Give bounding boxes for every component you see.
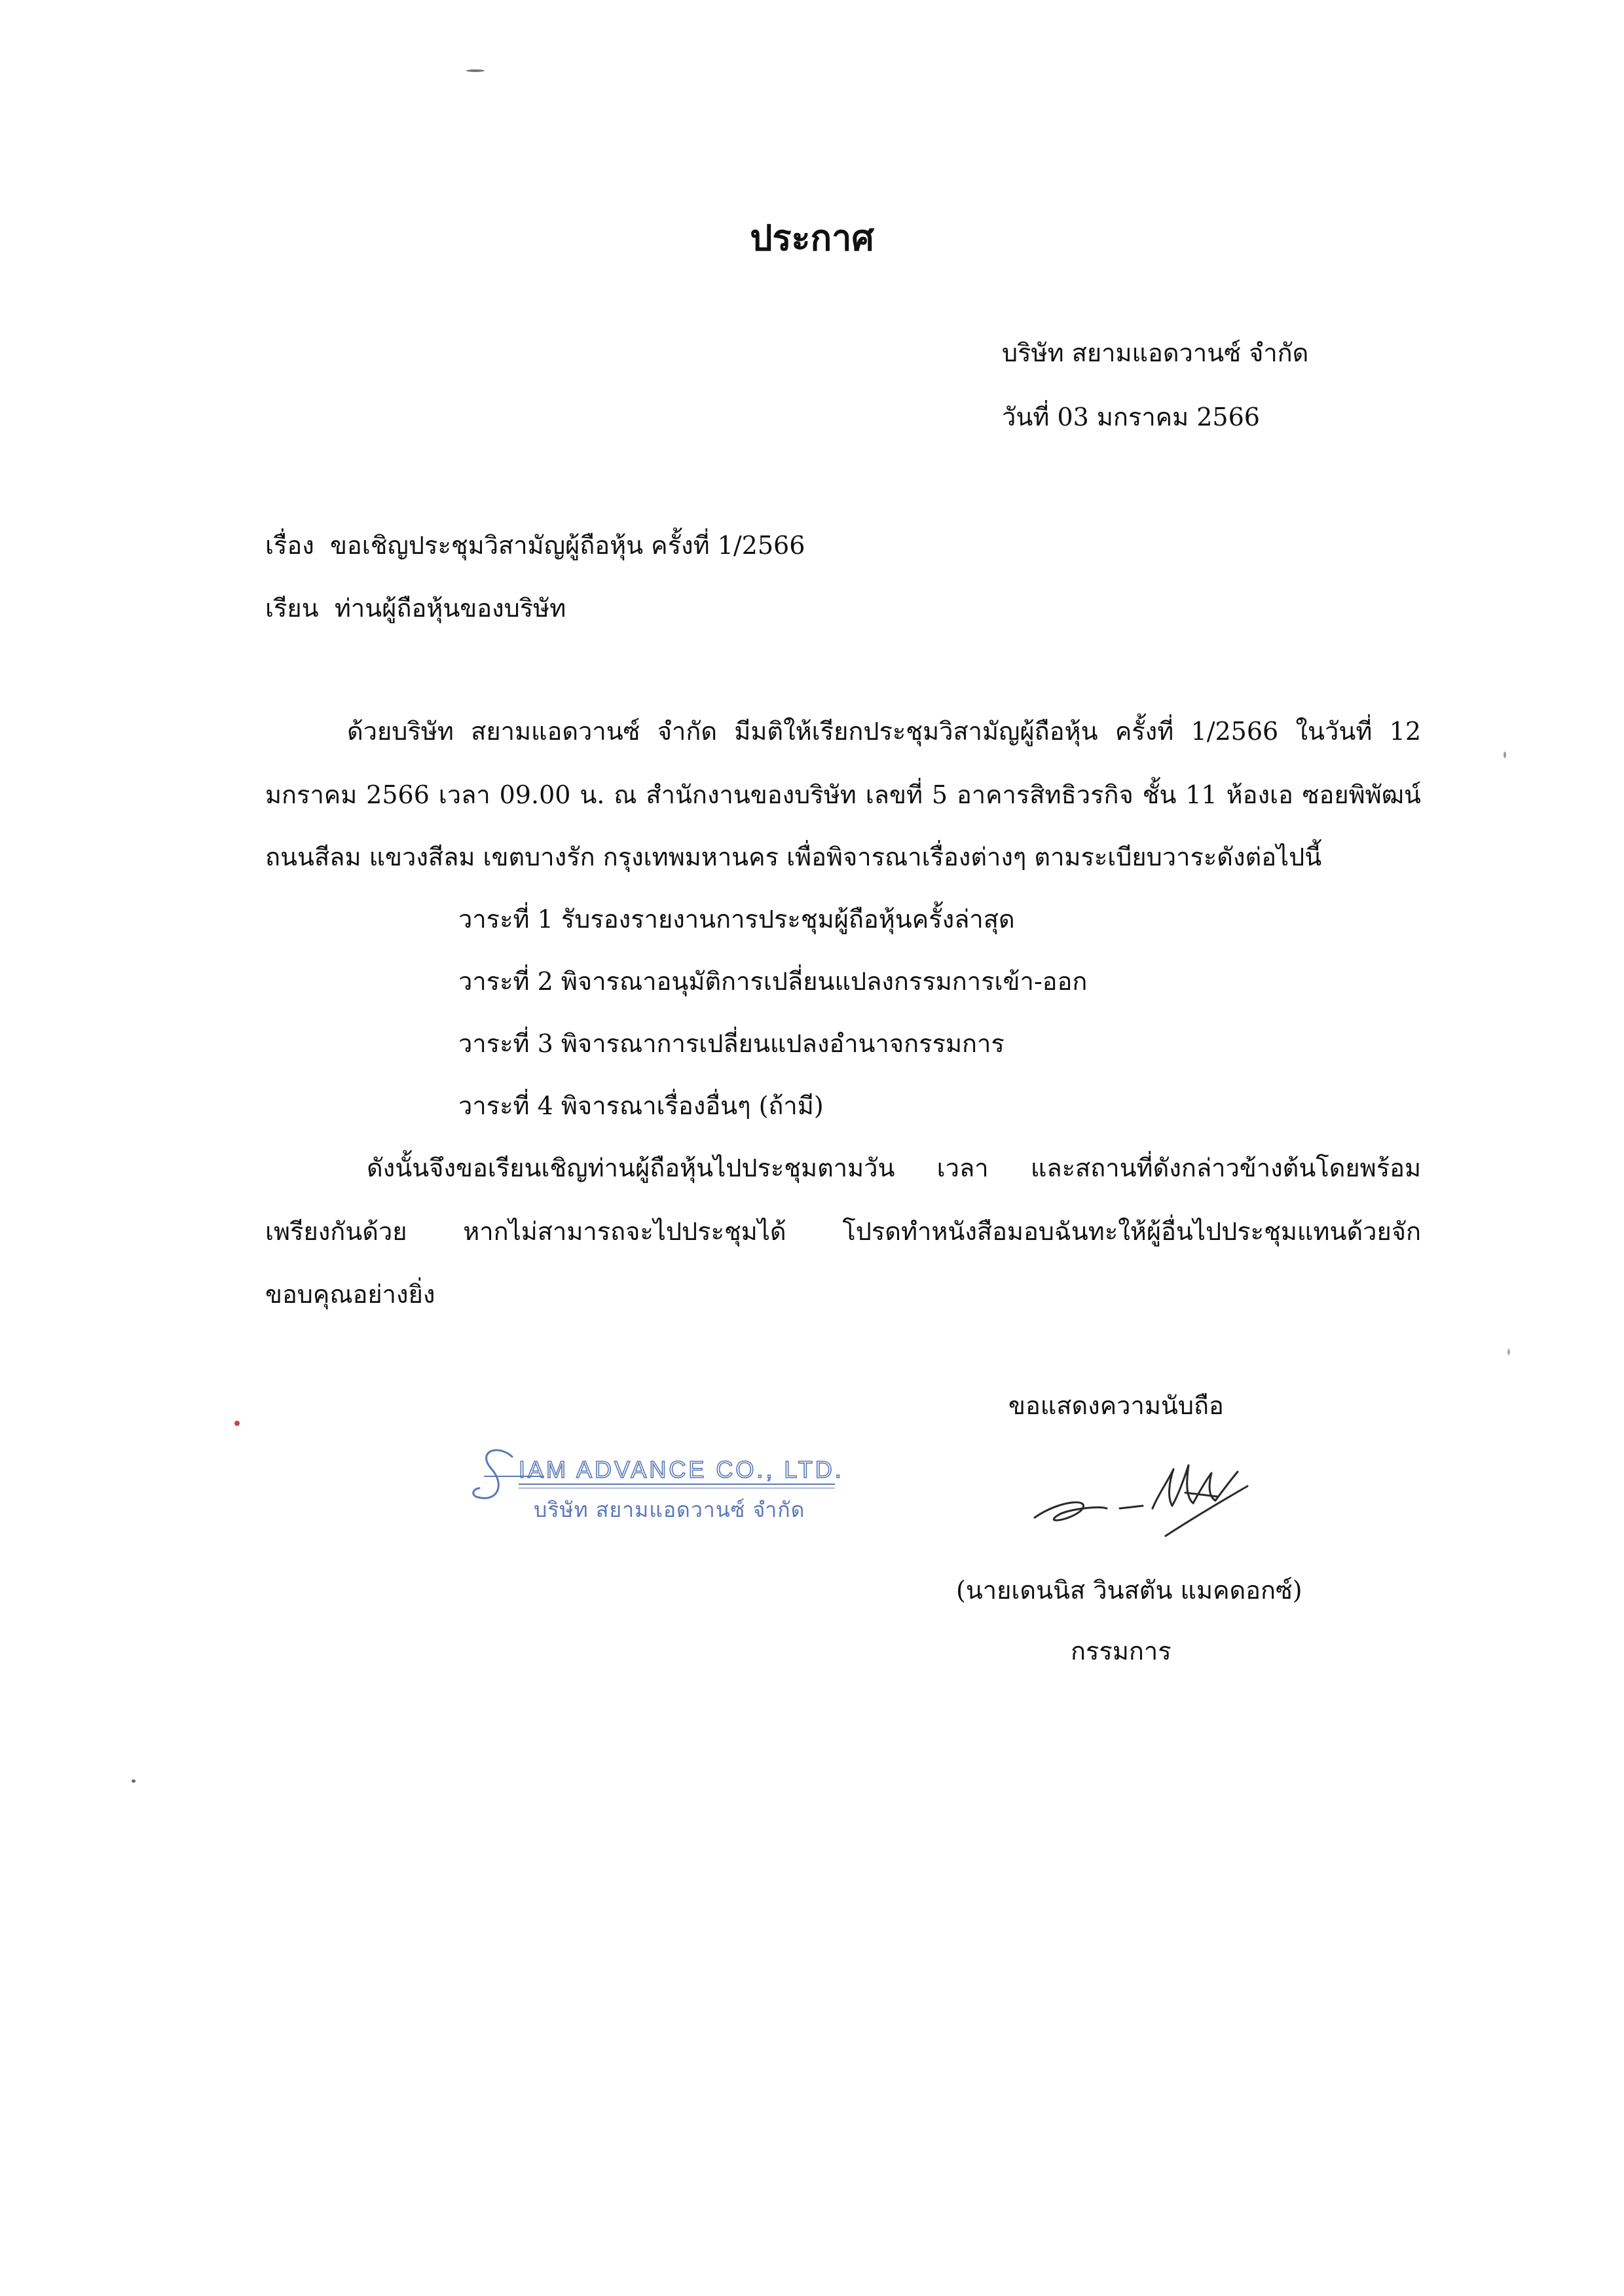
- agenda-item: วาระที่ 3 พิจารณาการเปลี่ยนแปลงอำนาจกรรมการ: [458, 1029, 1005, 1058]
- signatory-name: (นายเดนนิส วินสตัน แมคดอกซ์): [956, 1576, 1302, 1605]
- agenda-item: วาระที่ 2 พิจารณาอนุมัติการเปลี่ยนแปลงกรรมการเข้า-ออก: [458, 967, 1088, 996]
- signature-graphic: [1022, 1440, 1270, 1545]
- recipient-line: [265, 596, 566, 621]
- subject-line: [265, 533, 805, 558]
- signatory-position: กรรมการ: [1071, 1637, 1172, 1666]
- scan-speck: [234, 1421, 240, 1426]
- paragraph2-line: เพรียงกันด้วย หากไม่สามารถจะไปประชุมได้ โปรดทำหนังสือมอบฉันทะให้ผู้อื่นไปประชุมแทนด้วยจัก: [265, 1217, 1421, 1246]
- svg-text:บริษัท สยามแอดวานซ์ จำกัด: บริษัท สยามแอดวานซ์ จำกัด: [534, 1497, 805, 1522]
- stamp-graphic: [471, 1437, 864, 1535]
- closing-salutation: ขอแสดงความนับถือ: [1008, 1391, 1224, 1420]
- scan-speck: [466, 69, 485, 72]
- recipient-label: เรียน: [265, 594, 319, 623]
- subject-label: เรื่อง: [265, 531, 314, 560]
- scan-speck: [132, 1779, 136, 1783]
- paragraph1-line: ถนนสีลม แขวงสีลม เขตบางรัก กรุงเทพมหานคร เพื่อพิจารณาเรื่องต่างๆ ตามระเบียบวาระดังต่อไปนี้: [265, 843, 1322, 871]
- agenda-item: วาระที่ 4 พิจารณาเรื่องอื่นๆ (ถ้ามี): [458, 1091, 824, 1120]
- paragraph1-line: ด้วยบริษัท สยามแอดวานซ์ จำกัด มีมติให้เรียกประชุมวิสามัญผู้ถือหุ้น ครั้งที่ 1/2566 ในวันที่ 12: [347, 717, 1421, 746]
- scan-speck: [1507, 1349, 1510, 1355]
- document-date: วันที่ 03 มกราคม 2566: [1002, 403, 1260, 431]
- document-title: ประกาศ: [750, 217, 874, 259]
- recipient-text: ท่านผู้ถือหุ้นของบริษัท: [334, 594, 566, 623]
- scan-speck: [1504, 752, 1506, 758]
- svg-text:IAM ADVANCE CO., LTD.: IAM ADVANCE CO., LTD.: [519, 1456, 844, 1483]
- paragraph2-line: ขอบคุณอย่างยิ่ง: [265, 1280, 435, 1309]
- subject-text: ขอเชิญประชุมวิสามัญผู้ถือหุ้น ครั้งที่ 1/2566: [329, 531, 805, 560]
- company-stamp: [471, 1437, 864, 1535]
- paragraph2-line: ดังนั้นจึงขอเรียนเชิญท่านผู้ถือหุ้นไปประชุมตามวัน เวลา และสถานที่ดังกล่าวข้างต้นโดยพร้อม: [367, 1154, 1421, 1182]
- agenda-item: วาระที่ 1 รับรองรายงานการประชุมผู้ถือหุ้นครั้งล่าสุด: [458, 905, 1015, 934]
- signature: [1022, 1440, 1270, 1545]
- paragraph1-line: มกราคม 2566 เวลา 09.00 น. ณ สำนักงานของบริษัท เลขที่ 5 อาคารสิทธิวรกิจ ชั้น 11 ห้องเอ ซอยพิพัฒน์: [265, 780, 1421, 809]
- company-name: บริษัท สยามแอดวานซ์ จำกัด: [1002, 338, 1309, 367]
